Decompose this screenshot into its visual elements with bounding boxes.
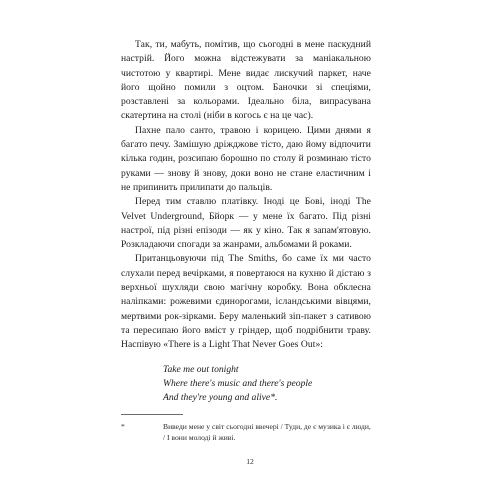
lyric-line-2: Where there's music and there's people (163, 377, 313, 389)
lyric-line-1: Take me out tonight (163, 363, 239, 375)
paragraph-1: Так, ти, мабуть, помітив, що сьогодні в мене паскудний настрій. Його можна відстежувати за маніакальною чистотою у квартирі. Мене видає лискучий паркет, наче його щойно помили з оцтом. Баночки зі спеціями, розставлені за кольорами. Ідеально біла, випрасувана скатертина на столі (ніби в когось є на це час). (121, 39, 371, 122)
footnote-text: Виведи мене у світ сьогодні ввечері / Туди, де є музика і є люди, / І вони молоді й живі. (163, 422, 371, 442)
lyric-line-3: And they're young and alive*. (163, 392, 278, 404)
footnote-marker: * (121, 422, 125, 431)
footnote (121, 421, 371, 443)
page-number: 12 (246, 457, 254, 466)
paragraph-3: Перед тим ставлю платівку. Іноді це Бові, іноді The Velvet Underground, Бйорк — у мене їх багато. Під різні настрої, під різні епізоди — як у кіно. Так я запам'ятовую. Розкладаючи спогади за жанрами, альбомами й роками. (121, 196, 371, 251)
song-lyrics (163, 363, 371, 406)
main-text (121, 38, 371, 405)
footnote-divider (121, 414, 183, 415)
paragraph-4: Пританцьовуючи під The Smiths, бо саме їх ми часто слухали перед вечірками, я повертаюся на кухню й дістаю з верхньої шухляди свою магічну коробку. Вона обклеєна наліпками: рожевими єдинорогами, ісландськими вівцями, мертвими рок-зірками. Беру маленький зіп-пакет з сативою та пересипаю його вміст у гріндер, щоб подрібнити траву. Наспівую «There is a Light That Never Goes Out»: (121, 253, 371, 351)
paragraph-2: Пахне пало санто, травою і корицею. Цими днями я багато печу. Замішую дріжджове тісто, даю йому відпочити кілька годин, розсипаю борошно по столу й розминаю тісто руками — знову й знову, доки воно не стане еластичним і не припинить прилипати до пальців. (121, 124, 371, 193)
